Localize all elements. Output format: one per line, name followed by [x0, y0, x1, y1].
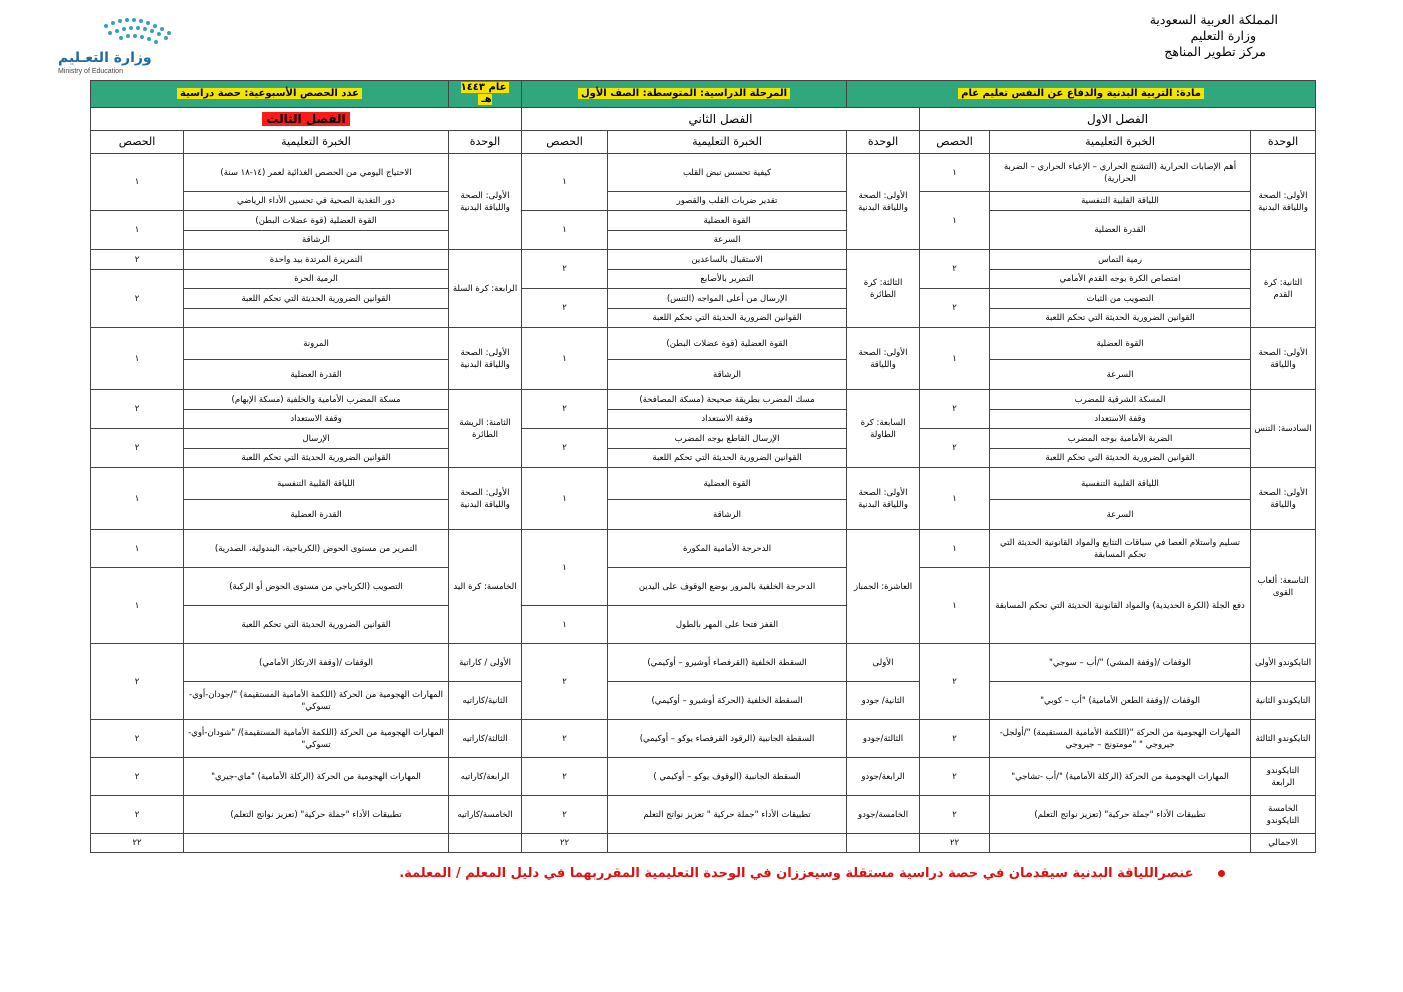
s2-exp-cell: الرشاقة: [608, 360, 847, 390]
s1-sessions-cell: ٢: [920, 758, 990, 796]
table-row: [91, 390, 1316, 410]
s2-exp-cell: السقطة الجانبية (الرقود القرفصاء يوكو – أوكيمي): [608, 720, 847, 758]
table-row: [91, 211, 1316, 231]
table-row: [91, 270, 1316, 289]
s2-exp-cell: الاستقبال بالساعدين: [608, 250, 847, 270]
s3-exp-cell: المهارات الهجومية من الحركة (الركلة الأمامية) "ماي-جيري": [184, 758, 449, 796]
s2-sessions-cell: ٢: [522, 796, 608, 834]
s1-exp-cell: المهارات الهجومية من الحركة "(اللكمة الأمامية المستقيمة) "/أولجل-جيروجي " "مومتونج – جيروجي: [990, 720, 1251, 758]
col-sessions-s2: الحصص: [522, 131, 608, 154]
s3-exp-cell: تطبيقات الأداء "جملة حركية" (تعزيز نواتج التعلم): [184, 796, 449, 834]
s1-exp-cell: القوانين الضرورية الحديثة التي تحكم اللعبة: [990, 449, 1251, 468]
table-row: [91, 682, 1316, 720]
s2-unit-cell: الثانية/ جودو: [847, 682, 920, 720]
col-exp-s3: الخبرة التعليمية: [184, 131, 449, 154]
table-row: [91, 468, 1316, 500]
s3-sessions-cell: ٢: [91, 250, 184, 270]
s3-exp-cell: التصويب (الكرباجي من مستوى الحوض أو الركبة): [184, 568, 449, 606]
s1-exp-cell: المهارات الهجومية من الحركة (الركلة الأمامية) "/أب -تشاجي": [990, 758, 1251, 796]
table-row: [91, 500, 1316, 530]
s3-exp-cell: التمريرة المرتدة بيد واحدة: [184, 250, 449, 270]
s3-sessions-cell: ٢: [91, 390, 184, 429]
table-row: [91, 796, 1316, 834]
s3-exp-cell: الإرسال: [184, 429, 449, 449]
semester-3-label: الفصل الثالث: [262, 112, 349, 126]
s2-sessions-cell: ٢: [522, 390, 608, 429]
s3-sessions-cell: ٢: [91, 270, 184, 328]
s1-unit-cell: التاسعة: ألعاب القوى: [1251, 530, 1316, 644]
s2-exp-cell: الإرسال من أعلى المواجه (التنس): [608, 289, 847, 309]
s1-unit-cell: التايكوندو الرابعة: [1251, 758, 1316, 796]
ministry-header: [1150, 12, 1278, 60]
s3-exp-cell: المهارات الهجومية من الحركة (اللكمة الأمامية المستقيمة) "/جودان-أوي-تسوكي": [184, 682, 449, 720]
bullet-icon: [1218, 870, 1225, 877]
semester-1-header: الفصل الاول: [920, 108, 1316, 131]
s1-exp-cell: وقفة الاستعداد: [990, 410, 1251, 429]
ministry-logo: [58, 16, 183, 80]
s3-sessions-cell: ١: [91, 328, 184, 390]
s1-sessions-cell: ٢: [920, 429, 990, 468]
s2-unit-cell: الأولى: الصحة واللياقة: [847, 328, 920, 390]
s2-sessions-cell: ٢: [522, 644, 608, 720]
s1-exp-cell: الوقفات /(وقفة الطعن الأمامية) "أب – كوبي": [990, 682, 1251, 720]
s2-sessions-cell: ٢: [522, 720, 608, 758]
table-row: [91, 410, 1316, 429]
s2-sessions-cell: ١: [522, 154, 608, 211]
s2-unit-cell: الخامسة/جودو: [847, 796, 920, 834]
total-s1: ٢٢: [920, 834, 990, 853]
stage-label: المرحلة الدراسية: المتوسطة: الصف الأول: [578, 88, 790, 99]
logo-dots-icon: [96, 16, 186, 48]
s3-sessions-cell: ٢: [91, 758, 184, 796]
s2-exp-cell: تطبيقات الأداء "جملة حركية " تعزيز نواتج التعلم: [608, 796, 847, 834]
s3-unit-cell: الرابعة/كاراتيه: [449, 758, 522, 796]
s2-unit-cell: السابعة: كرة الطاولة: [847, 390, 920, 468]
s2-exp-cell: القوة العضلية: [608, 468, 847, 500]
s3-exp-cell: القوة العضلية (قوة عضلات البطن): [184, 211, 449, 231]
s3-exp-cell: القدرة العضلية: [184, 500, 449, 530]
s3-sessions-cell: ١: [91, 211, 184, 250]
s2-sessions-cell: ٢: [522, 250, 608, 289]
s3-unit-cell: الرابعة: كرة السلة: [449, 250, 522, 328]
total-exp-s3: [184, 834, 449, 853]
s1-exp-cell: رمية التماس: [990, 250, 1251, 270]
s3-sessions-cell: ٢: [91, 720, 184, 758]
total-unit-s2: [847, 834, 920, 853]
s3-exp-cell: الرشاقة: [184, 231, 449, 250]
s1-sessions-cell: ٢: [920, 644, 990, 720]
s2-exp-cell: الإرسال القاطع بوجه المضرب: [608, 429, 847, 449]
col-exp-s2: الخبرة التعليمية: [608, 131, 847, 154]
s3-sessions-cell: ٢: [91, 429, 184, 468]
total-s2: ٢٢: [522, 834, 608, 853]
s1-exp-cell: الضربة الأمامية بوجه المضرب: [990, 429, 1251, 449]
s2-exp-cell: القوة العضلية (قوة عضلات البطن): [608, 328, 847, 360]
s1-exp-cell: تطبيقات الأداء "جملة حركية" (تعزيز نواتج التعلم): [990, 796, 1251, 834]
s2-exp-cell: مسك المضرب بطريقة صحيحة (مسكة المصافحة): [608, 390, 847, 410]
s1-sessions-cell: ١: [920, 328, 990, 390]
s3-exp-cell: المهارات الهجومية من الحركة (اللكمة الأمامية المستقيمة)/ "شودان-أوي-تسوكي": [184, 720, 449, 758]
col-sessions-s1: الحصص: [920, 131, 990, 154]
s2-exp-cell: الدحرجة الخلفية بالمرور بوضع الوقوف على اليدين: [608, 568, 847, 606]
col-unit-s1: الوحدة: [1251, 131, 1316, 154]
table-row: [91, 309, 1316, 328]
total-row: [91, 834, 1316, 853]
s3-exp-cell: القدرة العضلية: [184, 360, 449, 390]
table-row: [91, 192, 1316, 211]
s3-unit-cell: الخامسة/كاراتيه: [449, 796, 522, 834]
s2-sessions-cell: ٢: [522, 758, 608, 796]
semester-2-header: الفصل الثاني: [522, 108, 920, 131]
col-unit-s3: الوحدة: [449, 131, 522, 154]
s1-exp-cell: السرعة: [990, 500, 1251, 530]
curriculum-table: [90, 80, 1316, 853]
total-exp-s1: [990, 834, 1251, 853]
total-label: الاجمالي: [1251, 834, 1316, 853]
table-row: [91, 289, 1316, 309]
s3-unit-cell: الثالثة/كاراتيه: [449, 720, 522, 758]
table-row: [91, 644, 1316, 682]
s2-unit-cell: الأولى: الصحة واللياقة البدنية: [847, 468, 920, 530]
s1-unit-cell: الأولى: الصحة واللياقة: [1251, 468, 1316, 530]
s3-sessions-cell: ٢: [91, 644, 184, 720]
header-line-1: المملكة العربية السعودية: [1149, 12, 1278, 27]
s3-exp-cell: المرونة: [184, 328, 449, 360]
s2-exp-cell: السقطة الخلفية (الحركة أوشيرو – أوكيمي): [608, 682, 847, 720]
subject-label: مادة: التربية البدنية والدفاع عن النفس تعليم عام: [958, 88, 1204, 99]
s3-exp-cell: الاحتياج اليومي من الحصص الغذائية لعمر (١٤-١٨ سنة): [184, 154, 449, 192]
s1-unit-cell: السادسة: التنس: [1251, 390, 1316, 468]
table-row: [91, 720, 1316, 758]
s1-exp-cell: القوانين الضرورية الحديثة التي تحكم اللعبة: [990, 309, 1251, 328]
s1-unit-cell: الثانية: كرة القدم: [1251, 250, 1316, 328]
s2-exp-cell: التمرير بالأصابع: [608, 270, 847, 289]
s1-unit-cell: الخامسة التايكوندو: [1251, 796, 1316, 834]
s1-exp-cell: امتصاص الكرة بوجه القدم الأمامي: [990, 270, 1251, 289]
total-exp-s2: [608, 834, 847, 853]
s3-exp-cell: وقفة الاستعداد: [184, 410, 449, 429]
table-row: [91, 429, 1316, 449]
s1-unit-cell: التايكوندو الثالثة: [1251, 720, 1316, 758]
s3-unit-cell: الأولى / كاراتية: [449, 644, 522, 682]
footnote: [399, 866, 1225, 881]
s3-exp-cell: دور التغذية الصحية في تحسين الأداء الرياضي: [184, 192, 449, 211]
s1-sessions-cell: ١: [920, 530, 990, 568]
s3-unit-cell: الخامسة: كرة اليد: [449, 530, 522, 644]
s1-sessions-cell: ١: [920, 192, 990, 250]
subject-cell: [847, 81, 1316, 108]
s2-exp-cell: الرشاقة: [608, 500, 847, 530]
s3-sessions-cell: ١: [91, 468, 184, 530]
s3-unit-cell: الثانية/كاراتيه: [449, 682, 522, 720]
header-line-3: مركز تطوير المناهج: [1164, 44, 1266, 59]
table-row: [91, 154, 1316, 192]
s1-sessions-cell: ٢: [920, 796, 990, 834]
s2-exp-cell: السقطة الجانبية (الوقوف يوكو – أوكيمي ): [608, 758, 847, 796]
s1-exp-cell: دفع الجلة (الكرة الحديدية) والمواد القانونية الحديثة التي تحكم المسابقة: [990, 568, 1251, 644]
s3-exp-cell: القوانين الضرورية الحديثة التي تحكم اللعبة: [184, 606, 449, 644]
s1-sessions-cell: ٢: [920, 289, 990, 328]
s2-exp-cell: القوانين الضرورية الحديثة التي تحكم اللعبة: [608, 449, 847, 468]
s2-exp-cell: السرعة: [608, 231, 847, 250]
s1-exp-cell: التصويب من الثبات: [990, 289, 1251, 309]
table-row: [91, 530, 1316, 568]
s2-exp-cell: القوة العضلية: [608, 211, 847, 231]
s1-sessions-cell: ٢: [920, 720, 990, 758]
s2-sessions-cell: ١: [522, 328, 608, 390]
sessions-label: عدد الحصص الأسبوعية: حصة دراسية: [177, 88, 362, 99]
s3-exp-cell: الرمية الحرة: [184, 270, 449, 289]
header-line-2: وزارة التعليم: [1190, 28, 1256, 43]
s1-exp-cell: أهم الإصابات الحرارية (التشنج الحراري – الإعياء الحراري – الضربة الحرارية): [990, 154, 1251, 192]
s2-sessions-cell: ١: [522, 530, 608, 606]
s3-unit-cell: الثامنة: الريشة الطائرة: [449, 390, 522, 468]
year-cell: [449, 81, 522, 108]
table-row: [91, 568, 1316, 606]
s3-exp-cell: القوانين الضرورية الحديثة التي تحكم اللعبة: [184, 289, 449, 309]
year-label: عام ١٤٤٣ هـ: [461, 82, 510, 105]
col-sessions-s3: الحصص: [91, 131, 184, 154]
total-unit-s3: [449, 834, 522, 853]
table-row: [91, 328, 1316, 360]
s2-exp-cell: السقطة الخلفية (القرفصاء أوشيرو – أوكيمي): [608, 644, 847, 682]
s3-exp-cell: القوانين الضرورية الحديثة التي تحكم اللعبة: [184, 449, 449, 468]
s1-exp-cell: القوة العضلية: [990, 328, 1251, 360]
s3-exp-cell: مسكة المضرب الأمامية والخلفية (مسكة الإبهام): [184, 390, 449, 410]
s2-exp-cell: القوانين الضرورية الحديثة التي تحكم اللعبة: [608, 309, 847, 328]
total-s3: ٢٢: [91, 834, 184, 853]
s2-sessions-cell: ٢: [522, 429, 608, 468]
logo-arabic-text: وزارة التعـليم: [58, 50, 152, 66]
logo-english-text: Ministry of Education: [58, 68, 123, 75]
s3-sessions-cell: ١: [91, 154, 184, 211]
s2-exp-cell: كيفية تحسس نبض القلب: [608, 154, 847, 192]
semester-3-header: [91, 108, 522, 131]
table-row: [91, 250, 1316, 270]
sessions-cell: [91, 81, 449, 108]
s1-unit-cell: التايكوندو الثانية: [1251, 682, 1316, 720]
s3-sessions-cell: ١: [91, 530, 184, 568]
col-exp-s1: الخبرة التعليمية: [990, 131, 1251, 154]
s1-sessions-cell: ١: [920, 154, 990, 192]
s1-unit-cell: الأولى: الصحة واللياقة: [1251, 328, 1316, 390]
s3-unit-cell: الأولى: الصحة واللياقة البدنية: [449, 154, 522, 250]
s2-exp-cell: وقفة الاستعداد: [608, 410, 847, 429]
s1-exp-cell: السرعة: [990, 360, 1251, 390]
s2-unit-cell: الأولى: [847, 644, 920, 682]
s3-exp-cell: اللياقة القلبية التنفسية: [184, 468, 449, 500]
s2-unit-cell: الثالثة/جودو: [847, 720, 920, 758]
table-row: [91, 360, 1316, 390]
s2-exp-cell: القفز فتحا على المهر بالطول: [608, 606, 847, 644]
s2-unit-cell: العاشرة: الجمباز: [847, 530, 920, 644]
s3-sessions-cell: ٢: [91, 796, 184, 834]
s1-exp-cell: القدرة العضلية: [990, 211, 1251, 250]
s2-exp-cell: الدحرجة الأمامية المكورة: [608, 530, 847, 568]
s2-sessions-cell: ١: [522, 211, 608, 250]
s1-sessions-cell: ٢: [920, 390, 990, 429]
s3-exp-cell: الوقفات /(وقفة الارتكاز الأمامي): [184, 644, 449, 682]
s1-exp-cell: اللياقة القلبية التنفسية: [990, 192, 1251, 211]
s3-unit-cell: الأولى: الصحة واللياقة البدنية: [449, 328, 522, 390]
s2-unit-cell: الرابعة/جودو: [847, 758, 920, 796]
s1-sessions-cell: ٢: [920, 250, 990, 289]
table-row: [91, 449, 1316, 468]
s3-exp-cell: [184, 309, 449, 328]
s1-exp-cell: اللياقة القلبية التنفسية: [990, 468, 1251, 500]
s1-sessions-cell: ١: [920, 568, 990, 644]
s3-unit-cell: الأولى: الصحة واللياقة البدنية: [449, 468, 522, 530]
s1-exp-cell: المسكة الشرقية للمضرب: [990, 390, 1251, 410]
s2-sessions-cell: ١: [522, 606, 608, 644]
footnote-text: عنصراللياقة البدنية سيقدمان في حصة دراسية مستقلة وسيعززان في الوحدة التعليمية المقرربهما في دليل المعلم / المعلمة.: [399, 866, 1194, 881]
table-row: [91, 758, 1316, 796]
s2-exp-cell: تقدير ضربات القلب والقصور: [608, 192, 847, 211]
s3-exp-cell: التمرير من مستوى الحوض (الكرباجية، البندولية، الصدرية): [184, 530, 449, 568]
s1-sessions-cell: ١: [920, 468, 990, 530]
s2-unit-cell: الأولى: الصحة واللياقة البدنية: [847, 154, 920, 250]
s1-exp-cell: الوقفات /(وقفة المشي) "/أب – سوجي": [990, 644, 1251, 682]
s2-sessions-cell: ٢: [522, 289, 608, 328]
s1-unit-cell: التايكوندو الأولى: [1251, 644, 1316, 682]
s2-sessions-cell: ١: [522, 468, 608, 530]
s2-unit-cell: الثالثة: كرة الطائرة: [847, 250, 920, 328]
s1-exp-cell: تسليم واستلام العصا في سباقات التتابع والمواد القانونية الحديثة التي تحكم المسابقة: [990, 530, 1251, 568]
s3-sessions-cell: ١: [91, 568, 184, 644]
s1-unit-cell: الأولى: الصحة واللياقة البدنية: [1251, 154, 1316, 250]
col-unit-s2: الوحدة: [847, 131, 920, 154]
stage-cell: [522, 81, 847, 108]
